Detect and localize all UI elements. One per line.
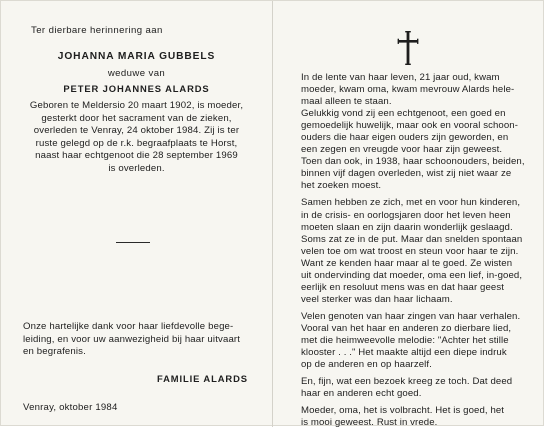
section-divider	[116, 242, 150, 243]
deceased-name: JOHANNA MARIA GUBBELS	[57, 51, 216, 62]
bio-line: is overleden.	[108, 162, 165, 174]
text-line: gemoedelijk huwelijk, maar ook en vooral schoon-	[301, 120, 519, 132]
latin-cross-icon	[397, 31, 419, 65]
memorial-text	[301, 72, 525, 434]
right-panel	[273, 1, 544, 427]
text-line: op de anderen en op haarzelf.	[301, 359, 432, 371]
text-line: binnen vijf dagen overleden, wist zij niet waar ze	[301, 168, 512, 180]
text-line: veel sterker was dan haar lichaam.	[301, 293, 453, 305]
text-line: Moeder, oma, het is volbracht. Het is goed, het	[301, 405, 505, 417]
paragraph	[301, 376, 525, 400]
text-line: Samen hebben ze zich, met en voor hun kinderen,	[301, 197, 521, 209]
bio-line: naast haar echtgenoot die 28 september 1969	[35, 150, 238, 161]
text-line: eerlijk en resoluut mens was en dat haar geest	[301, 281, 504, 293]
text-line: Gelukkig vond zij een echtgenoot, een goed en	[301, 108, 506, 120]
paragraph	[301, 72, 525, 192]
text-line: Want ze kenden haar maar al te goed. Ze wisten	[301, 257, 513, 269]
thanks-line: Onze hartelijke dank voor haar liefdevolle bege-	[23, 321, 234, 332]
text-line: in de crisis- en oorlogsjaren door het leven heen	[301, 209, 511, 221]
text-line: Vooral van het haar en anderen zo dierbare lied,	[301, 322, 512, 334]
text-line: het zoeken moest.	[301, 180, 382, 192]
intro-text: Ter dierbare herinnering aan	[31, 25, 163, 36]
bio-line: overleden te Venray, 24 oktober 1984. Zij is ter	[33, 125, 240, 136]
paragraph	[301, 197, 525, 305]
text-line: klooster . . ." Het maakte altijd een diepe indruk	[301, 347, 507, 359]
text-line: uit ondervinding dat moeder, oma een lief, in-goed,	[301, 269, 523, 281]
thanks-line: leiding, en voor uw aanwezigheid bij haar uitvaart	[23, 333, 241, 345]
text-line: Toen dan ook, in 1938, haar schoonouders, beiden,	[301, 156, 525, 168]
text-line: velen toe om wat troost en steun voor haar te zijn.	[301, 245, 519, 257]
text-line: moeder, kwam oma, kwam mevrouw Alards hele-	[301, 84, 515, 96]
text-line: Soms zat ze in de put. Maar dan snelden spontaan	[301, 233, 523, 245]
bio-line: ruste gelegd op de r.k. begraafplaats te Horst,	[35, 137, 238, 149]
biography-text	[1, 100, 272, 175]
text-line: moeten slaan en zijn daarin wonderlijk geslaagd.	[301, 221, 513, 233]
thanks-line: en begrafenis.	[23, 346, 86, 357]
text-line: Velen genoten van haar zingen van haar verhalen.	[301, 310, 521, 322]
bio-line: gesterkt door het sacrament van de zieken,	[41, 112, 232, 124]
text-line: ouders die haar eigen ouders zijn geworden, en	[301, 132, 509, 144]
husband-name: PETER JOHANNES ALARDS	[63, 83, 210, 94]
text-line: haar en anderen echt goed.	[301, 388, 422, 400]
widow-of-text: weduwe van	[107, 68, 166, 79]
text-line: is mooi geweest. Rust in vrede.	[301, 417, 438, 429]
bio-line: Geboren te Meldersio 20 maart 1902, is moeder,	[29, 100, 244, 111]
text-line: een zegen en vreugde voor haar zijn geweest.	[301, 144, 503, 156]
text-line: maal alleen te staan.	[301, 96, 392, 108]
left-panel	[1, 1, 272, 427]
place-date: Venray, oktober 1984	[23, 402, 118, 413]
paragraph	[301, 311, 525, 371]
text-line: met die heimweevolle melodie: "Achter het stille	[301, 334, 509, 346]
thanks-text	[23, 321, 240, 359]
text-line: In de lente van haar leven, 21 jaar oud, kwam	[301, 72, 500, 83]
text-line: En, fijn, wat een bezoek kreeg ze toch. Dat deed	[301, 376, 513, 388]
family-signature: FAMILIE ALARDS	[157, 373, 248, 384]
